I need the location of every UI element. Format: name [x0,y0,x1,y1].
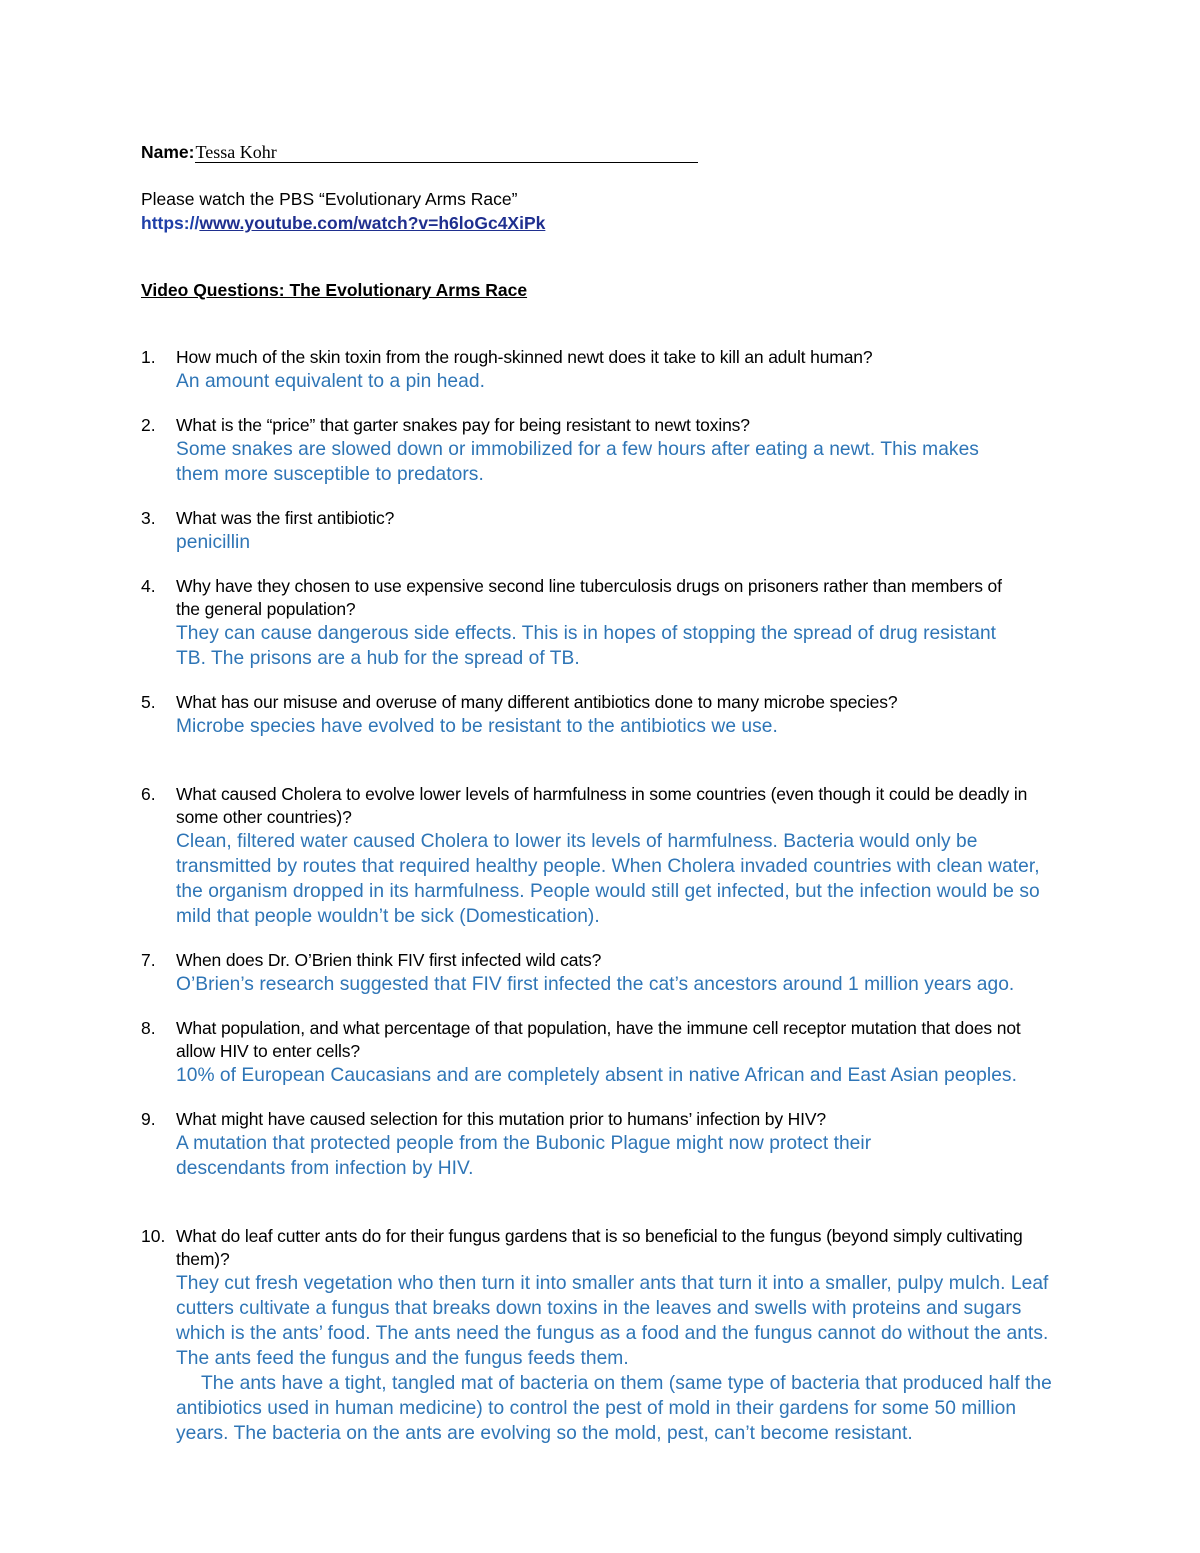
answer-paragraph[interactable]: Clean, filtered water caused Cholera to lower its levels of harmfulness. Bacteria would only be transmitted by routes that required healthy people. When Cholera invaded countries with clean water, the organism dropped in its harmfulness. People would still get infected, but the infection would be so mild that people wouldn’t be sick (Domestication). [176,831,1040,927]
answer-text[interactable] [176,972,1021,997]
question-number: 3. [141,508,156,528]
question-text: When does Dr. O’Brien think FIV first infected wild cats? [176,950,602,970]
question-item-8 [141,1017,1066,1088]
question-item-9 [141,1108,1066,1181]
answer-paragraph[interactable]: Microbe species have evolved to be resistant to the antibiotics we use. [176,716,778,737]
question-item-1 [141,346,1066,394]
answer-text[interactable] [176,1271,1056,1446]
intro-text: Please watch the PBS “Evolutionary Arms Race” [141,189,518,209]
question-text: What population, and what percentage of that population, have the immune cell receptor mutation that does not allow HIV to enter cells? [176,1018,1021,1061]
question-list [141,346,1066,1446]
answer-paragraph[interactable]: They can cause dangerous side effects. This is in hopes of stopping the spread of drug resistant TB. The prisons are a hub for the spread of TB. [176,623,997,669]
question-item-3 [141,507,1066,555]
section-heading: Video Questions: The Evolutionary Arms Race [141,280,528,300]
answer-paragraph[interactable]: penicillin [176,532,251,553]
answer-paragraph-2[interactable]: The ants have a tight, tangled mat of bacteria on them (same type of bacteria that produced half the antibiotics used in human medicine) to control the pest of mold in their gardens for some 50 million years. The bacteria on the ants are evolving so the mold, pest, can’t become resistant. [176,1373,1052,1444]
question-number: 2. [141,415,156,435]
answer-text[interactable] [176,530,1066,555]
question-text: What might have caused selection for this mutation prior to humans’ infection by HIV? [176,1109,826,1129]
worksheet-page [141,140,1066,1446]
question-item-10 [141,1225,1066,1446]
question-item-5 [141,691,1066,739]
question-number: 10. [141,1226,166,1246]
question-number: 1. [141,347,156,367]
answer-paragraph[interactable]: O’Brien’s research suggested that FIV first infected the cat’s ancestors around 1 million years ago. [176,974,1015,995]
answer-text[interactable] [176,437,1016,487]
video-link-url[interactable]: www.youtube.com/watch?v=h6loGc4XiPk [199,213,546,233]
answer-text[interactable] [176,369,1066,394]
answer-paragraph[interactable]: Some snakes are slowed down or immobilized for a few hours after eating a newt. This makes them more susceptible to predators. [176,439,979,485]
answer-text[interactable] [176,1131,976,1181]
name-line [141,140,1066,164]
video-link[interactable] [141,211,1066,235]
video-link-prefix[interactable]: https:// [141,213,200,233]
name-field[interactable]: Tessa Kohr [195,142,698,163]
answer-paragraph[interactable]: An amount equivalent to a pin head. [176,371,485,392]
question-number: 7. [141,950,156,970]
question-number: 4. [141,576,156,596]
answer-text[interactable] [176,829,1061,929]
question-number: 9. [141,1109,156,1129]
question-text: What caused Cholera to evolve lower levels of harmfulness in some countries (even though it could be deadly in some other countries)? [176,784,1028,827]
answer-paragraph[interactable]: 10% of European Caucasians and are completely absent in native African and East Asian peoples. [176,1065,1017,1086]
question-text: What is the “price” that garter snakes pay for being resistant to newt toxins? [176,415,750,435]
answer-paragraph[interactable]: A mutation that protected people from the Bubonic Plague might now protect their descendants from infection by HIV. [176,1133,872,1179]
question-item-6 [141,783,1066,929]
question-text: What has our misuse and overuse of many different antibiotics done to many microbe species? [176,692,898,712]
question-item-2 [141,414,1066,487]
answer-paragraph[interactable]: They cut fresh vegetation who then turn it into smaller ants that turn it into a smaller, pulpy mulch. Leaf cutters cultivate a fungus that breaks down toxins in the leaves and swells with proteins and sugars which is the ants’ food. The ants need the fungus as a food and the fungus cannot do without the ants. The ants feed the fungus and the fungus feeds them. [176,1273,1049,1369]
question-text: How much of the skin toxin from the rough-skinned newt does it take to kill an adult human? [176,347,873,367]
question-number: 6. [141,784,156,804]
answer-text[interactable] [176,1063,1046,1088]
question-text: What was the first antibiotic? [176,508,395,528]
question-text: What do leaf cutter ants do for their fungus gardens that is so beneficial to the fungus (beyond simply cultivating them)? [176,1226,1023,1269]
question-item-4 [141,575,1066,671]
question-item-7 [141,949,1066,997]
name-label: Name: [141,142,195,162]
question-number: 8. [141,1018,156,1038]
question-text: Why have they chosen to use expensive second line tuberculosis drugs on prisoners rather than members of the general population? [176,576,1002,619]
answer-text[interactable] [176,621,1021,671]
answer-text[interactable] [176,714,1066,739]
question-number: 5. [141,692,156,712]
